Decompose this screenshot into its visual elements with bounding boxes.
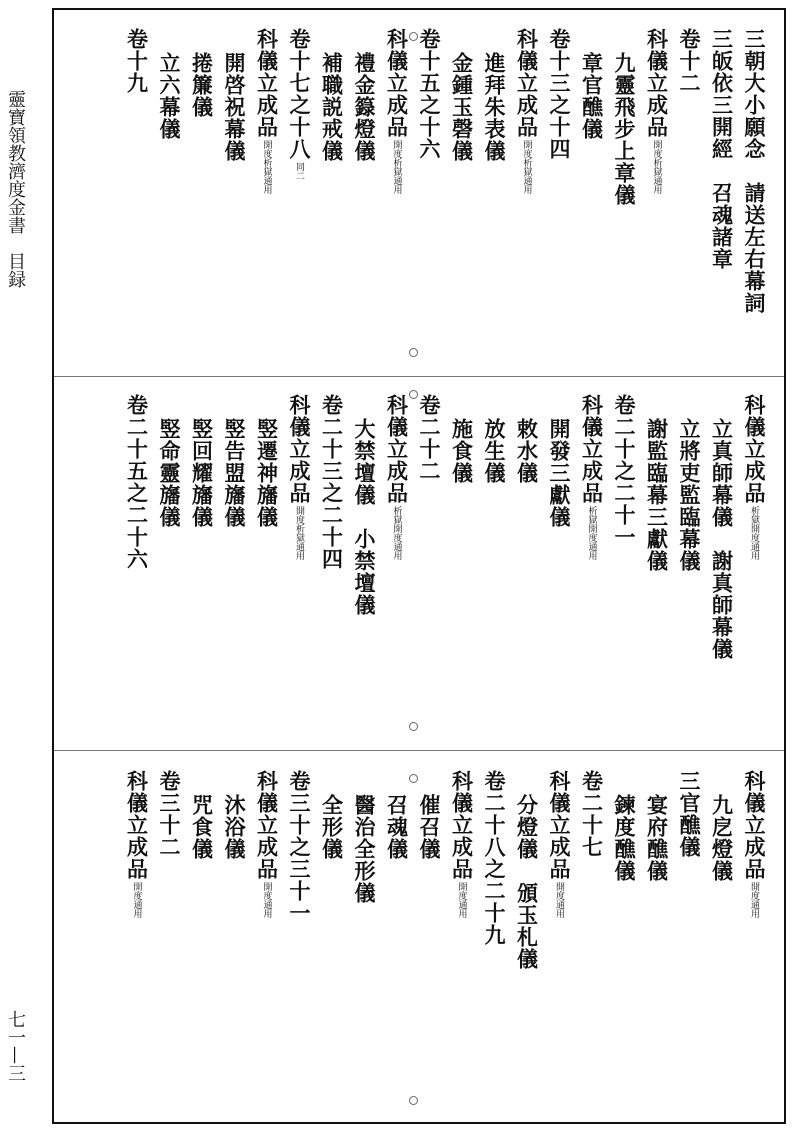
toc-text: 卷二十八之二十九 — [482, 770, 507, 946]
toc-text: 大禁壇儀 小禁壇儀 — [352, 418, 377, 616]
toc-note: 開度通用 — [554, 882, 564, 918]
toc-column — [124, 394, 150, 570]
toc-column — [124, 770, 150, 918]
toc-column — [419, 394, 440, 482]
toc-text: 科儀立成品 — [254, 770, 280, 880]
toc-column — [679, 418, 700, 572]
toc-text: 卷十二 — [677, 28, 702, 94]
binding-hole — [409, 1096, 418, 1105]
toc-text: 卷二十之二十一 — [612, 394, 637, 548]
toc-column — [644, 794, 670, 882]
toc-note: 析獄開度通用 — [749, 506, 759, 560]
toc-column — [614, 794, 635, 882]
toc-text: 卷二十七 — [579, 770, 605, 858]
toc-text: 科儀立成品 — [644, 28, 670, 138]
toc-column — [514, 418, 540, 484]
toc-column — [224, 52, 245, 162]
toc-column — [319, 394, 345, 570]
toc-note: 析獄開度通用 — [586, 506, 597, 560]
toc-column — [159, 418, 180, 528]
toc-text: 三朝大小願念 請送左右幕詞 — [742, 28, 767, 314]
toc-column — [419, 794, 440, 860]
toc-text: 進拜朱表儀 — [482, 52, 507, 162]
toc-text: 立將吏監臨幕儀 — [677, 418, 702, 572]
toc-text: 謝監臨幕三獻儀 — [644, 418, 670, 572]
side-title: 靈寶領教濟度金書 目録 — [5, 90, 26, 288]
toc-text: 三官醮儀 — [677, 770, 702, 858]
toc-text: 卷三十之三十一 — [287, 770, 312, 924]
toc-text: 分燈儀 頒玉札儀 — [514, 794, 540, 970]
toc-text: 施食儀 — [449, 418, 475, 484]
toc-text: 卷三十二 — [157, 770, 182, 858]
toc-note: 開度析獄通用 — [294, 506, 304, 560]
toc-column — [384, 28, 410, 194]
toc-column — [419, 28, 440, 160]
toc-column — [224, 418, 245, 528]
toc-text: 九戹燈儀 — [709, 794, 735, 882]
toc-text: 科儀立成品 — [579, 394, 605, 504]
toc-text: 醫治全形儀 — [352, 794, 377, 904]
toc-note: 開度通用 — [261, 882, 272, 918]
toc-column — [224, 794, 245, 860]
toc-text: 全形儀 — [319, 794, 345, 860]
toc-text: 宴府醮儀 — [644, 794, 670, 882]
toc-column — [744, 770, 765, 918]
toc-text: 卷二十五之二十六 — [124, 394, 150, 570]
toc-note: 開度析獄通用 — [651, 140, 662, 194]
toc-column — [449, 770, 475, 918]
toc-column — [579, 52, 605, 140]
toc-text: 開發三獻儀 — [547, 418, 572, 528]
toc-note: 開度通用 — [749, 882, 759, 918]
toc-column — [614, 52, 635, 206]
toc-column — [484, 770, 505, 946]
toc-column — [289, 770, 310, 924]
toc-text: 科儀立成品 — [742, 770, 767, 880]
toc-text: 竪命靈旛儀 — [157, 418, 182, 528]
toc-text: 立六幕儀 — [157, 52, 182, 140]
toc-column — [319, 52, 345, 162]
toc-text: 科儀立成品 — [547, 770, 572, 880]
toc-column — [579, 394, 605, 560]
toc-text: 九靈飛步上章儀 — [612, 52, 637, 206]
toc-text: 科儀立成品 — [449, 770, 475, 880]
toc-column — [189, 52, 215, 118]
toc-text: 竪遷神旛儀 — [254, 418, 280, 528]
toc-text: 卷十七之十八 — [287, 28, 312, 160]
toc-note: 同二 — [294, 162, 304, 180]
toc-text: 敕水儀 — [514, 418, 540, 484]
toc-column — [384, 794, 410, 860]
toc-column — [319, 794, 345, 860]
toc-text: 禮金籙燈儀 — [352, 52, 377, 162]
toc-text: 科儀立成品 — [384, 394, 410, 504]
binding-hole — [409, 348, 418, 357]
toc-text: 科儀立成品 — [124, 770, 150, 880]
toc-column — [679, 770, 700, 858]
toc-column — [354, 794, 375, 904]
toc-note: 析獄開度通用 — [391, 506, 402, 560]
toc-text: 竪告盟旛儀 — [222, 418, 247, 528]
toc-column — [354, 418, 375, 616]
toc-column — [744, 28, 765, 314]
toc-column — [484, 52, 505, 162]
toc-column — [289, 28, 310, 180]
toc-text: 召魂儀 — [384, 794, 410, 860]
toc-column — [614, 394, 635, 548]
toc-text: 金鍾玉磬儀 — [449, 52, 475, 162]
toc-note: 開度析獄通用 — [391, 140, 402, 194]
toc-column — [679, 28, 700, 94]
page-number: 七一—三 — [5, 1010, 26, 1082]
toc-text: 科儀立成品 — [514, 28, 540, 138]
toc-text: 科儀立成品 — [287, 394, 312, 504]
toc-note: 開度析獄通用 — [521, 140, 532, 194]
toc-text: 捲簾儀 — [189, 52, 215, 118]
toc-text: 卷二十三之二十四 — [319, 394, 345, 570]
toc-column — [254, 418, 280, 528]
section-divider — [54, 376, 784, 377]
toc-column — [159, 52, 180, 140]
binding-hole — [409, 722, 418, 731]
toc-text: 開啓祝幕儀 — [222, 52, 247, 162]
toc-text: 科儀立成品 — [254, 28, 280, 138]
toc-column — [189, 794, 215, 860]
toc-column — [514, 794, 540, 970]
toc-text: 沐浴儀 — [222, 794, 247, 860]
toc-note: 開度通用 — [456, 882, 467, 918]
toc-column — [254, 28, 280, 194]
toc-text: 章官醮儀 — [579, 52, 605, 140]
toc-column — [644, 418, 670, 572]
toc-note: 開度通用 — [131, 882, 142, 918]
toc-text: 放生儀 — [482, 418, 507, 484]
toc-note: 開度析獄通用 — [261, 140, 272, 194]
toc-text: 補職説戒儀 — [319, 52, 345, 162]
toc-column — [449, 418, 475, 484]
toc-text: 咒食儀 — [189, 794, 215, 860]
toc-column — [484, 418, 505, 484]
toc-column — [709, 794, 735, 882]
toc-column — [644, 28, 670, 194]
toc-column — [744, 394, 765, 560]
toc-text: 卷十五之十六 — [417, 28, 442, 160]
section-divider — [54, 750, 784, 751]
toc-text: 卷二十二 — [417, 394, 442, 482]
toc-text: 竪回耀旛儀 — [189, 418, 215, 528]
toc-column — [549, 418, 570, 528]
toc-text: 鍊度醮儀 — [612, 794, 637, 882]
toc-column — [354, 52, 375, 162]
toc-text: 卷十三之十四 — [547, 28, 572, 160]
toc-column — [449, 52, 475, 162]
toc-text: 科儀立成品 — [384, 28, 410, 138]
binding-hole — [409, 774, 418, 783]
page-frame — [52, 8, 786, 1124]
toc-column — [254, 770, 280, 918]
toc-column — [159, 770, 180, 858]
toc-column — [189, 418, 215, 528]
toc-column — [549, 28, 570, 160]
toc-column — [549, 770, 570, 918]
toc-column — [124, 28, 150, 94]
toc-text: 三皈依三開經 召魂諸章 — [709, 28, 735, 270]
toc-column — [289, 394, 310, 560]
toc-column — [709, 28, 735, 270]
toc-column — [709, 418, 735, 660]
toc-text: 催召儀 — [417, 794, 442, 860]
toc-text: 卷十九 — [124, 28, 150, 94]
toc-column — [384, 394, 410, 560]
toc-column — [579, 770, 605, 858]
toc-text: 立真師幕儀 謝真師幕儀 — [709, 418, 735, 660]
toc-text: 科儀立成品 — [742, 394, 767, 504]
toc-column — [514, 28, 540, 194]
